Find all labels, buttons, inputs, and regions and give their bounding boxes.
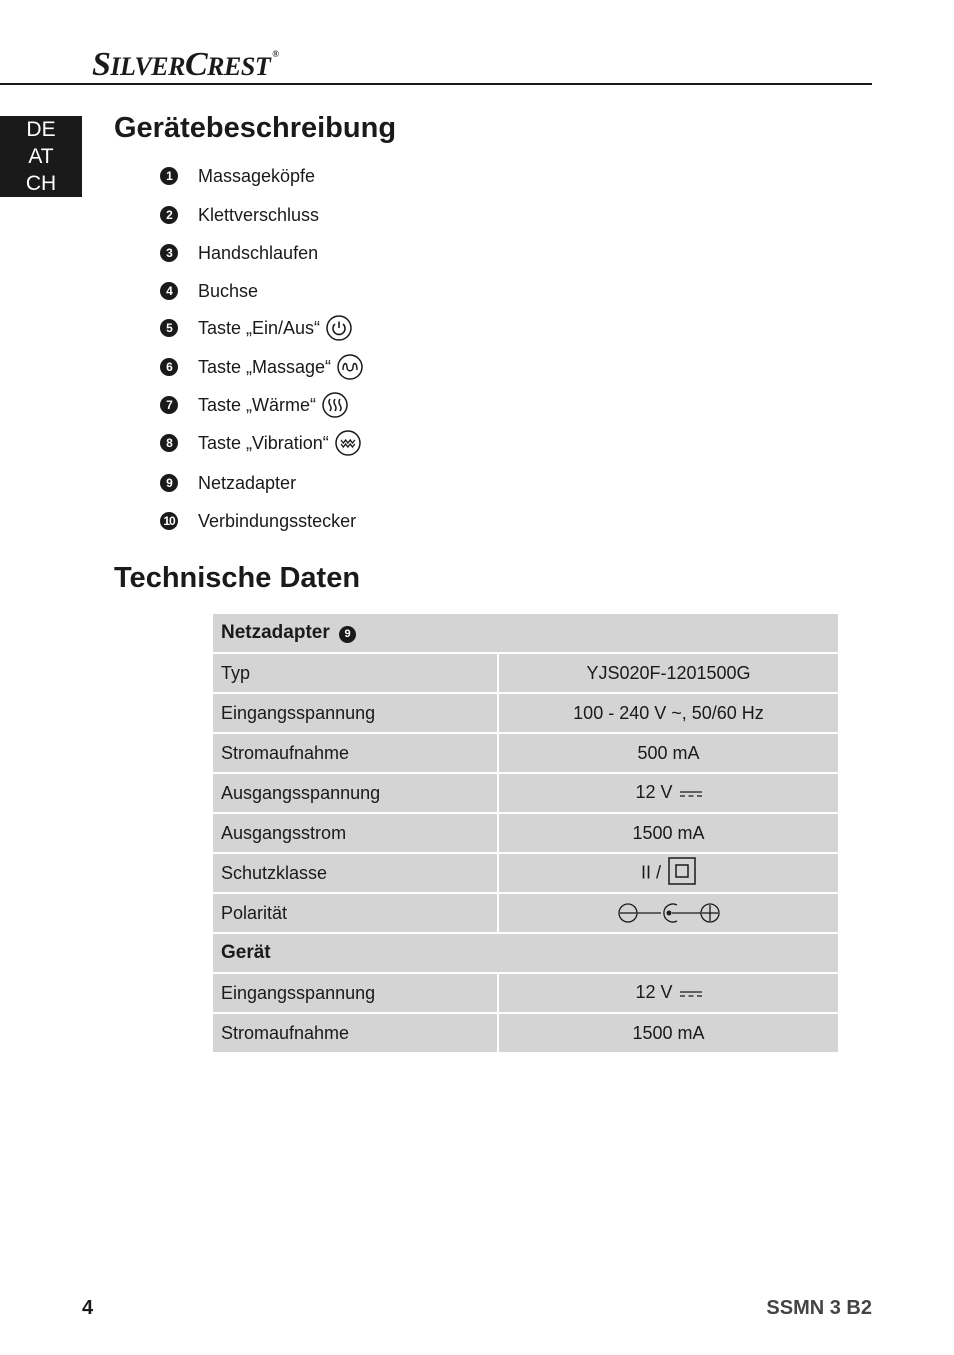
list-item	[160, 508, 356, 534]
heat-icon	[322, 392, 348, 418]
item-number: 6	[160, 358, 178, 376]
header-rule	[0, 83, 872, 85]
dc-symbol-icon	[680, 983, 702, 1004]
section-title-description: Gerätebeschreibung	[114, 112, 397, 144]
item-number: 4	[160, 282, 178, 300]
row-label: Ausgangsstrom	[212, 813, 498, 853]
table-row	[212, 733, 839, 773]
item-number: 2	[160, 206, 178, 224]
table-section-header	[212, 933, 839, 973]
row-value: YJS020F-1201500G	[498, 653, 839, 693]
item-number: 8	[160, 434, 178, 452]
lang-at: AT	[28, 145, 54, 168]
item-number: 1	[160, 167, 178, 185]
list-item	[160, 202, 319, 228]
row-label: Stromaufnahme	[212, 733, 498, 773]
page-number: 4	[82, 1297, 94, 1319]
item-number: 7	[160, 396, 178, 414]
table-row	[212, 693, 839, 733]
row-value: 100 - 240 V ~, 50/60 Hz	[498, 693, 839, 733]
power-icon	[326, 315, 352, 341]
item-label: Massageköpfe	[198, 165, 316, 186]
lang-de: DE	[26, 118, 56, 141]
row-label: Typ	[212, 653, 498, 693]
silvercrest-logo: SILVERCREST ®	[92, 46, 279, 83]
table-row	[212, 1013, 839, 1053]
row-value: 12 V	[635, 782, 673, 803]
section-title-technical: Technische Daten	[114, 562, 361, 594]
row-value: 12 V	[635, 982, 673, 1003]
language-tab	[0, 116, 82, 197]
list-item	[160, 430, 361, 456]
item-label: Handschlaufen	[198, 242, 319, 263]
row-label: Eingangsspannung	[212, 693, 498, 733]
list-item	[160, 163, 315, 189]
model-number: SSMN 3 B2	[766, 1297, 872, 1319]
row-value: 1500 mA	[498, 1013, 839, 1053]
table-section-header	[212, 613, 839, 653]
item-number: 10	[160, 512, 178, 530]
list-item	[160, 278, 258, 304]
list-item	[160, 470, 296, 496]
row-label: Polarität	[212, 893, 498, 933]
device-header: Gerät	[212, 933, 839, 973]
row-label: Schutzklasse	[212, 853, 498, 893]
item-number: 5	[160, 319, 178, 337]
row-value: II /	[640, 861, 661, 882]
row-label: Stromaufnahme	[212, 1013, 498, 1053]
item-label: Klettverschluss	[198, 204, 320, 225]
item-number: 3	[160, 244, 178, 262]
list-item	[160, 315, 352, 341]
row-label: Ausgangsspannung	[212, 773, 498, 813]
item-label: Verbindungsstecker	[198, 510, 357, 531]
table-row	[212, 973, 839, 1013]
massage-icon	[337, 354, 363, 380]
polarity-icon	[617, 902, 721, 922]
adapter-number: 9	[339, 626, 356, 643]
item-label: Netzadapter	[198, 472, 297, 493]
list-item	[160, 240, 318, 266]
item-label: Taste „Wärme“	[198, 394, 317, 415]
item-label: Taste „Massage“	[198, 356, 332, 377]
adapter-header: Netzadapter	[221, 622, 330, 643]
row-value: 500 mA	[498, 733, 839, 773]
dc-symbol-icon	[680, 783, 702, 804]
item-label: Taste „Ein/Aus“	[198, 317, 321, 338]
lang-ch: CH	[25, 172, 57, 195]
table-row	[212, 773, 839, 813]
row-value: 1500 mA	[498, 813, 839, 853]
item-label: Taste „Vibration“	[198, 432, 329, 453]
item-number: 9	[160, 474, 178, 492]
vibration-icon	[335, 430, 361, 456]
protection-class-ii-icon	[668, 857, 696, 890]
table-row	[212, 813, 839, 853]
item-label: Buchse	[198, 280, 259, 301]
table-row	[212, 853, 839, 893]
list-item	[160, 354, 363, 380]
list-item	[160, 392, 348, 418]
row-label: Eingangsspannung	[212, 973, 498, 1013]
spec-table	[211, 612, 840, 1054]
table-row	[212, 893, 839, 933]
table-row	[212, 653, 839, 693]
